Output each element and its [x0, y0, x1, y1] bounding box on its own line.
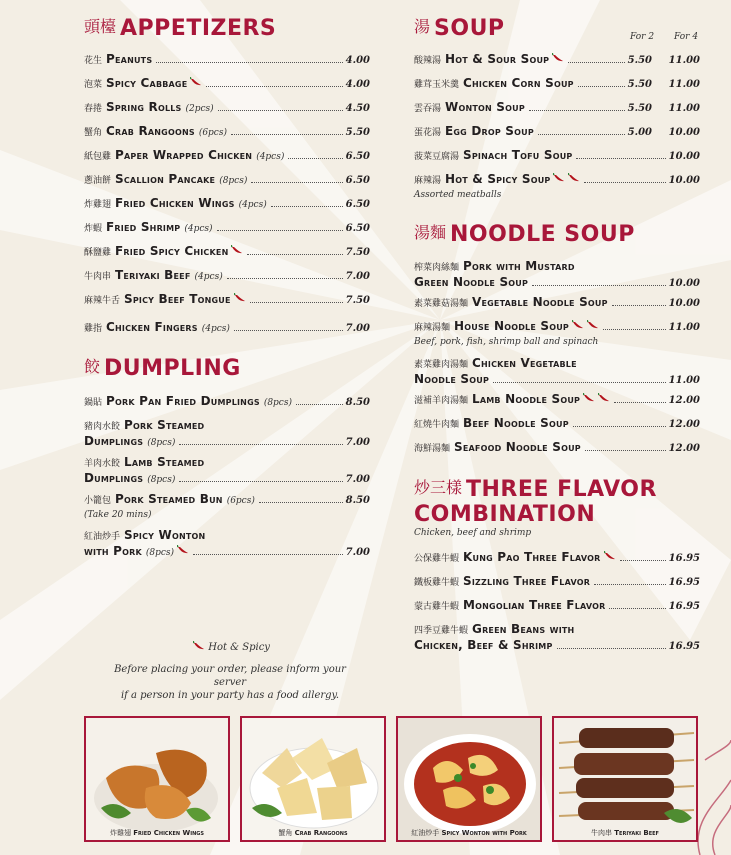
- item-price: 16.95: [668, 577, 700, 588]
- dot-leader: [259, 502, 343, 503]
- chili-icon: [553, 172, 565, 182]
- item-price: 10.00: [668, 278, 700, 289]
- item-pieces: (4pcs): [256, 152, 285, 162]
- dot-leader: [179, 444, 342, 445]
- dot-leader: [584, 182, 665, 183]
- chili-icon: [583, 392, 595, 402]
- dot-leader: [614, 402, 666, 403]
- item-row: [414, 550, 700, 566]
- item-name-cn: 素菜雞肉湯麵: [414, 360, 469, 370]
- item-pieces: (6pcs): [198, 128, 227, 138]
- item-price: 7.00: [345, 474, 370, 485]
- item-row: [414, 574, 700, 590]
- item-row: [414, 295, 700, 311]
- dot-leader: [603, 329, 666, 330]
- item-row: [84, 52, 370, 68]
- item-name: Fried Spicy Chicken: [115, 244, 229, 258]
- dot-leader: [179, 481, 342, 482]
- dot-leader: [231, 134, 343, 135]
- soup-title: SOUP: [434, 16, 505, 41]
- photo-spicy-wonton: [396, 716, 542, 842]
- item-price: 6.50: [345, 199, 370, 210]
- dot-leader: [206, 86, 342, 87]
- item-price: 11.00: [668, 322, 700, 333]
- menu-item: [414, 319, 700, 349]
- noodle-heading: [414, 220, 635, 247]
- item-name-cn: 豬肉水餃: [84, 422, 121, 432]
- menu-item: [414, 124, 700, 140]
- menu-item: [84, 52, 370, 68]
- dot-leader: [218, 110, 343, 111]
- menu-item: [84, 76, 370, 92]
- item-name: Egg Drop Soup: [445, 124, 534, 138]
- item-row: [414, 259, 700, 275]
- dot-leader: [538, 134, 625, 135]
- item-row: [84, 100, 370, 116]
- item-pieces: (8pcs): [145, 548, 175, 558]
- item-name: Hot & Sour Soup: [445, 52, 550, 66]
- photo-fried-chicken-wings: [84, 716, 230, 842]
- item-name: Pork Pan Fried Dumplings: [106, 394, 260, 408]
- dot-leader: [288, 158, 342, 159]
- chili-icon: [587, 319, 599, 329]
- item-row: [84, 492, 370, 508]
- dot-leader: [532, 285, 666, 286]
- item-name-cn: 牛肉串: [84, 272, 112, 282]
- chili-icon: [190, 76, 202, 86]
- dot-leader: [247, 254, 342, 255]
- menu-item: [84, 394, 370, 410]
- item-price: 6.50: [345, 223, 370, 234]
- dot-leader: [250, 302, 343, 303]
- item-pieces: (8pcs): [147, 438, 176, 448]
- dot-leader: [585, 450, 666, 451]
- dot-leader: [609, 608, 665, 609]
- menu-item: [84, 320, 370, 336]
- item-name-cn: 酸辣湯: [414, 56, 442, 66]
- legend-label: Hot & Spicy: [208, 642, 270, 653]
- item-row: [84, 148, 370, 164]
- item-row: [84, 394, 370, 410]
- menu-item: [414, 100, 700, 116]
- item-name: Hot & Spicy Soup: [445, 172, 551, 186]
- item-name: Spicy Cabbage: [106, 76, 188, 90]
- item-name-line-2: Noodle Soup: [414, 372, 490, 386]
- menu-item: [84, 492, 370, 522]
- appetizers-title-cn: 頭檯: [84, 17, 117, 36]
- three-title-2: COMBINATION: [414, 502, 596, 527]
- item-pieces: (8pcs): [147, 475, 176, 485]
- item-price: 10.00: [668, 298, 700, 309]
- item-row: [84, 76, 370, 92]
- menu-item: [84, 172, 370, 188]
- item-name-line-1: Lamb Steamed: [124, 455, 205, 469]
- item-row: [84, 434, 370, 450]
- item-name: Fried Chicken Wings: [115, 196, 235, 210]
- item-row: [414, 638, 700, 654]
- dot-leader: [251, 182, 342, 183]
- item-row: [414, 76, 700, 92]
- spicy-legend: [100, 641, 360, 654]
- item-name: Seafood Noodle Soup: [454, 440, 581, 454]
- three-flavor-description: Chicken, beef and shrimp: [414, 528, 532, 538]
- item-name-cn: 榨菜肉絲麵: [414, 263, 460, 273]
- item-pieces: (8pcs): [219, 176, 248, 186]
- photo-caption-label: Spicy Wonton with Pork: [441, 829, 527, 837]
- item-name: Chicken Fingers: [106, 320, 198, 334]
- chili-icon: [572, 319, 584, 329]
- item-name-line-2: Dumplings: [84, 434, 144, 448]
- item-row: [414, 440, 700, 456]
- item-note: Beef, pork, fish, shrimp ball and spinach: [414, 337, 599, 347]
- photo-caption-cn: 炸雞翅: [110, 829, 132, 837]
- dumpling-heading: [84, 354, 241, 381]
- item-name: Scallion Pancake: [115, 172, 216, 186]
- item-row: [414, 100, 700, 116]
- item-price: 12.00: [668, 395, 700, 406]
- item-price-for-4: 10.00: [668, 175, 700, 186]
- item-price: 6.50: [345, 151, 370, 162]
- chili-icon: [568, 172, 580, 182]
- menu-item: [414, 295, 700, 311]
- appetizers-title: APPETIZERS: [120, 16, 277, 41]
- menu-item: [84, 268, 370, 284]
- item-name-cn: 麻辣湯麵: [414, 323, 451, 333]
- menu-item: [84, 100, 370, 116]
- item-name-cn: 花生: [84, 56, 103, 66]
- soup-for2-header: For 2: [630, 32, 655, 42]
- item-price: 16.95: [668, 553, 700, 564]
- item-name: Chicken Corn Soup: [463, 76, 574, 90]
- item-price: 7.00: [345, 271, 370, 282]
- photo-caption-cn: 紅油炒手: [411, 829, 440, 837]
- item-price-for-4: 11.00: [668, 79, 700, 90]
- menu-item: [414, 172, 700, 202]
- item-name: Spicy Beef Tongue: [124, 292, 231, 306]
- item-row: [84, 544, 370, 560]
- item-price: 12.00: [668, 443, 700, 454]
- item-name: Wonton Soup: [445, 100, 525, 114]
- item-price: 7.00: [345, 323, 370, 334]
- dot-leader: [573, 426, 666, 427]
- item-price: 7.00: [345, 437, 370, 448]
- noodle-title-cn: 湯麵: [414, 223, 447, 242]
- item-name: Paper Wrapped Chicken: [115, 148, 253, 162]
- dot-leader: [578, 86, 625, 87]
- item-row: [414, 372, 700, 388]
- photo-caption-label: Crab Rangoons: [294, 829, 348, 837]
- menu-item: [84, 220, 370, 236]
- item-name-cn: 炸蝦: [84, 224, 103, 234]
- photo-caption-1: [86, 828, 228, 838]
- item-name-cn: 春捲: [84, 104, 103, 114]
- item-row: [414, 275, 700, 291]
- item-name-line-1: Spicy Wonton: [124, 528, 206, 542]
- three-title-cn: 炒三樣: [414, 478, 463, 497]
- item-row: [84, 292, 370, 308]
- item-row: [414, 319, 700, 335]
- menu-item: [414, 259, 700, 291]
- item-name: Peanuts: [106, 52, 153, 66]
- item-name-cn: 紅燒牛肉麵: [414, 420, 460, 430]
- photo-caption-label: Fried Chicken Wings: [133, 829, 204, 837]
- item-row: [84, 455, 370, 471]
- item-price-for-2: 5.50: [627, 79, 652, 90]
- menu-item: [414, 416, 700, 432]
- allergy-note-line-1: Before placing your order, please inform your server: [114, 664, 346, 688]
- item-row: [414, 622, 700, 638]
- photo-teriyaki-beef: [552, 716, 698, 842]
- item-name-line-2: Chicken, Beef & Shrimp: [414, 638, 553, 652]
- item-price: 11.00: [668, 375, 700, 386]
- menu-item: [84, 148, 370, 164]
- item-price: 16.95: [668, 641, 700, 652]
- chili-icon: [177, 544, 189, 554]
- item-name: Kung Pao Three Flavor: [463, 550, 601, 564]
- item-name-cn: 蒙古雞牛蝦: [414, 602, 460, 612]
- item-row: [414, 392, 700, 408]
- photo-caption-2: [242, 828, 384, 838]
- item-price: 12.00: [668, 419, 700, 430]
- item-pieces: (4pcs): [201, 324, 230, 334]
- item-name-cn: 菠菜豆腐湯: [414, 152, 460, 162]
- item-row: [414, 148, 700, 164]
- item-note: Assorted meatballs: [414, 190, 502, 200]
- chili-icon: [193, 641, 205, 651]
- dot-leader: [296, 404, 343, 405]
- item-name-cn: 鍋貼: [84, 398, 103, 408]
- item-pieces: (8pcs): [263, 398, 292, 408]
- item-name-cn: 麻辣牛舌: [84, 296, 121, 306]
- item-name-cn: 紅油炒手: [84, 532, 121, 542]
- item-row: [84, 244, 370, 260]
- chili-icon: [552, 52, 564, 62]
- photo-caption-3: [398, 828, 540, 838]
- item-pieces: (6pcs): [226, 496, 255, 506]
- item-price-for-4: 11.00: [668, 55, 700, 66]
- item-name: Lamb Noodle Soup: [472, 392, 581, 406]
- menu-item: [84, 418, 370, 450]
- photo-caption-4: [554, 828, 696, 838]
- item-row: [84, 196, 370, 212]
- menu-item: [414, 550, 700, 566]
- crab-rangoons-image: [242, 718, 384, 840]
- item-name-cn: 蔥油餅: [84, 176, 112, 186]
- dot-leader: [529, 110, 625, 111]
- menu-item: [414, 148, 700, 164]
- item-row: [414, 172, 700, 188]
- allergy-note-line-2: if a person in your party has a food allergy.: [120, 690, 340, 701]
- item-note: (Take 20 mins): [84, 510, 152, 520]
- menu-item: [414, 574, 700, 590]
- item-price: 8.50: [345, 495, 370, 506]
- dot-leader: [217, 230, 343, 231]
- item-price: 8.50: [345, 397, 370, 408]
- item-name-cn: 海鮮湯麵: [414, 444, 451, 454]
- item-row: [414, 124, 700, 140]
- menu-item: [414, 440, 700, 456]
- chili-icon: [234, 292, 246, 302]
- dot-leader: [227, 278, 343, 279]
- item-row: [84, 320, 370, 336]
- dot-leader: [576, 158, 665, 159]
- menu-item: [414, 76, 700, 92]
- three-flavor-heading: [414, 476, 657, 528]
- chili-icon: [598, 392, 610, 402]
- item-price: 7.00: [345, 547, 370, 558]
- item-name-cn: 酥鹽雞: [84, 248, 112, 258]
- item-name-cn: 公保雞牛蝦: [414, 554, 460, 564]
- item-name: Crab Rangoons: [106, 124, 195, 138]
- item-name-cn: 麻辣湯: [414, 176, 442, 186]
- dot-leader: [234, 330, 343, 331]
- dot-leader: [193, 554, 343, 555]
- dumpling-title: DUMPLING: [104, 356, 241, 381]
- item-name-cn: 蟹角: [84, 128, 103, 138]
- item-name-cn: 鐵板雞牛蝦: [414, 578, 460, 588]
- item-pieces: (2pcs): [185, 104, 214, 114]
- item-price: 4.00: [345, 79, 370, 90]
- item-row: [84, 124, 370, 140]
- noodle-title: NOODLE SOUP: [450, 222, 635, 247]
- photo-caption-cn: 蟹角: [278, 829, 293, 837]
- chili-icon: [604, 550, 616, 560]
- item-name-line-1: Chicken Vegetable: [472, 356, 577, 370]
- item-name-cn: 滋補羊肉湯麵: [414, 396, 469, 406]
- spicy-wonton-image: [398, 718, 540, 840]
- menu-item: [84, 455, 370, 487]
- dumpling-title-cn: 餃: [84, 357, 101, 376]
- menu-item: [414, 52, 700, 68]
- item-row: [84, 172, 370, 188]
- item-name: Fried Shrimp: [106, 220, 181, 234]
- item-name-cn: 素菜雞菇湯麵: [414, 299, 469, 309]
- appetizers-heading: [84, 14, 276, 41]
- soup-title-cn: 湯: [414, 17, 431, 36]
- menu-item: [414, 622, 700, 654]
- photo-caption-cn: 牛肉串: [591, 829, 613, 837]
- item-name-cn: 紙包雞: [84, 152, 112, 162]
- item-row: [84, 471, 370, 487]
- item-price-for-2: 5.00: [627, 127, 652, 138]
- item-row: [84, 220, 370, 236]
- item-name-cn: 羊肉水餃: [84, 459, 121, 469]
- item-price-for-4: 10.00: [668, 151, 700, 162]
- dot-leader: [557, 648, 666, 649]
- dot-leader: [620, 560, 666, 561]
- item-price: 5.50: [345, 127, 370, 138]
- item-pieces: (4pcs): [184, 224, 213, 234]
- photo-caption-label: Teriyaki Beef: [614, 829, 659, 837]
- item-name-cn: 泡菜: [84, 80, 103, 90]
- soup-for4-header: For 4: [674, 32, 699, 42]
- item-name-line-2: with Pork: [84, 544, 142, 558]
- menu-item: [84, 528, 370, 560]
- item-price-for-4: 10.00: [668, 127, 700, 138]
- menu-item: [84, 196, 370, 212]
- item-price: 4.00: [345, 55, 370, 66]
- item-row: [414, 598, 700, 614]
- item-price-for-2: 5.50: [627, 103, 652, 114]
- fried-chicken-wings-image: [86, 718, 228, 840]
- item-name-cn: 小籠包: [84, 496, 112, 506]
- item-name-line-1: Green Beans with: [472, 622, 575, 636]
- dot-leader: [612, 305, 666, 306]
- item-row: [414, 356, 700, 372]
- item-price: 6.50: [345, 175, 370, 186]
- item-name-cn: 炸雞翅: [84, 200, 112, 210]
- photo-crab-rangoons: [240, 716, 386, 842]
- item-name-line-2: Green Noodle Soup: [414, 275, 529, 289]
- item-name: House Noodle Soup: [454, 319, 569, 333]
- item-pieces: (4pcs): [194, 272, 223, 282]
- item-price: 16.95: [668, 601, 700, 612]
- dot-leader: [493, 382, 666, 383]
- menu-item: [84, 244, 370, 260]
- item-row: [84, 418, 370, 434]
- item-name-cn: 雲吞湯: [414, 104, 442, 114]
- item-price-for-2: 5.50: [627, 55, 652, 66]
- item-price: 7.50: [345, 295, 370, 306]
- item-name-cn: 雞指: [84, 324, 103, 334]
- menu-item: [84, 292, 370, 308]
- item-name: Sizzling Three Flavor: [463, 574, 591, 588]
- dot-leader: [271, 206, 343, 207]
- item-name-line-1: Pork Steamed: [124, 418, 205, 432]
- item-name-cn: 四季豆雞牛蝦: [414, 626, 469, 636]
- teriyaki-beef-image: [554, 718, 696, 840]
- item-row: [84, 268, 370, 284]
- item-name: Spring Rolls: [106, 100, 182, 114]
- chili-icon: [231, 244, 243, 254]
- item-pieces: (4pcs): [238, 200, 267, 210]
- menu-item: [414, 392, 700, 408]
- item-row: [84, 528, 370, 544]
- item-price-for-4: 11.00: [668, 103, 700, 114]
- item-name: Beef Noodle Soup: [463, 416, 569, 430]
- item-name-line-1: Pork with Mustard: [463, 259, 575, 273]
- menu-item: [414, 356, 700, 388]
- item-name: Mongolian Three Flavor: [463, 598, 606, 612]
- item-row: [414, 52, 700, 68]
- item-name: Vegetable Noodle Soup: [472, 295, 608, 309]
- dot-leader: [156, 62, 342, 63]
- dot-leader: [594, 584, 666, 585]
- item-price: 4.50: [345, 103, 370, 114]
- item-name-cn: 雞茸玉米羹: [414, 80, 460, 90]
- item-name: Spinach Tofu Soup: [463, 148, 573, 162]
- item-price: 7.50: [345, 247, 370, 258]
- menu-item: [414, 598, 700, 614]
- item-name-cn: 蛋花湯: [414, 128, 442, 138]
- item-name: Teriyaki Beef: [115, 268, 191, 282]
- item-row: [414, 416, 700, 432]
- item-name: Pork Steamed Bun: [115, 492, 223, 506]
- allergy-note: [100, 663, 360, 702]
- three-title-1: THREE FLAVOR: [466, 477, 657, 502]
- menu-item: [84, 124, 370, 140]
- item-name-line-2: Dumplings: [84, 471, 144, 485]
- dot-leader: [568, 62, 624, 63]
- soup-heading: [414, 14, 505, 41]
